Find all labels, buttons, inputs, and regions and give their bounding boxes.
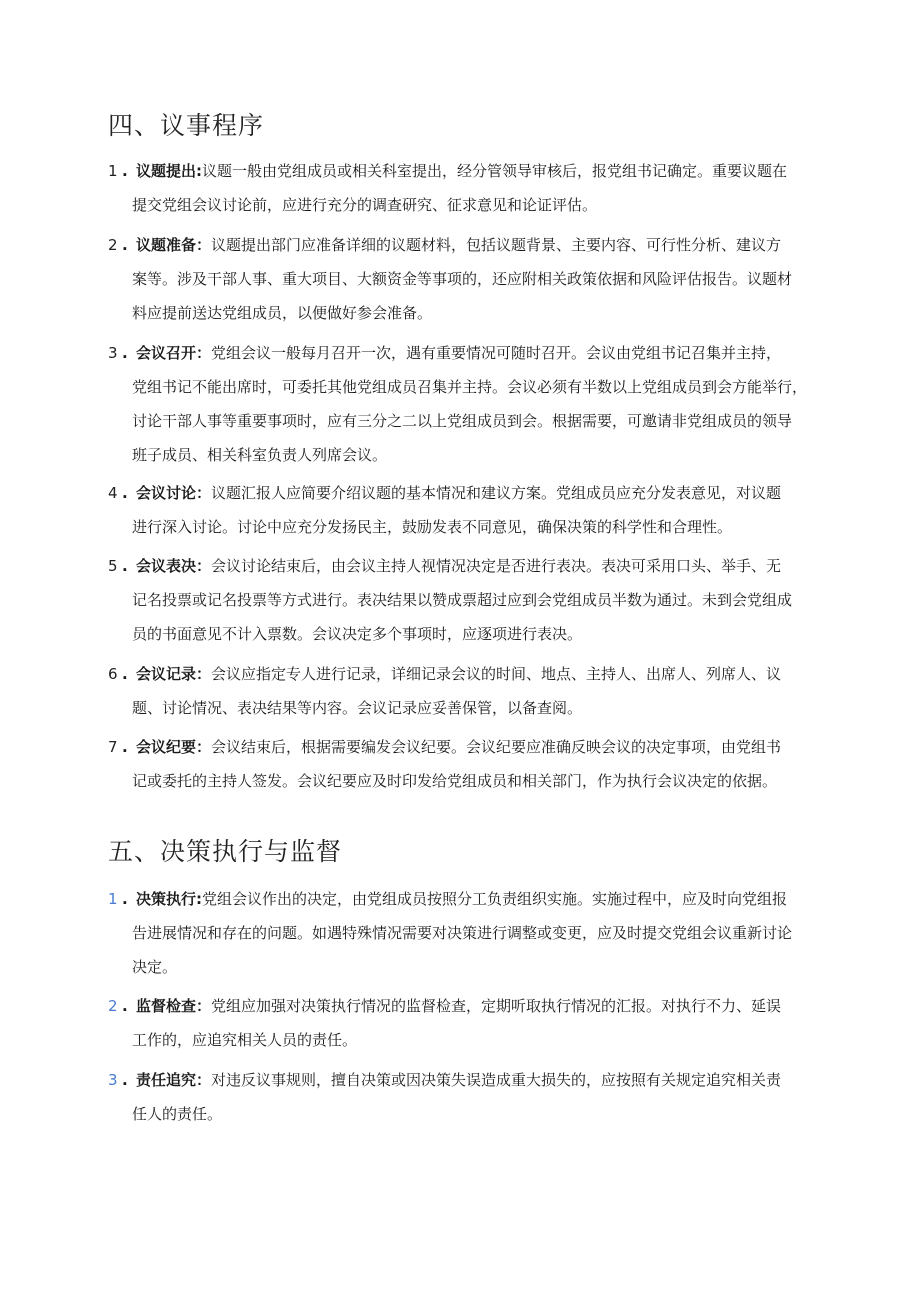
item-number: 2 xyxy=(108,997,118,1015)
item-text: 会议讨论结束后，由会议主持人视情况决定是否进行表决。表决可采用口头、举手、无 xyxy=(211,557,782,575)
item-number: 1 xyxy=(108,162,118,180)
item-text: 议题汇报人应简要介绍议题的基本情况和建议方案。党组成员应充分发表意见，对议题 xyxy=(211,484,782,502)
item-label: 议题准备： xyxy=(136,236,212,254)
item-text: 提交党组会议讨论前，应进行充分的调查研究、征求意见和论证评估。 xyxy=(132,196,598,214)
item-text: 议题一般由党组成员或相关科室提出，经分管领导审核后，报党组书记确定。重要议题在 xyxy=(202,162,788,180)
list-item: 7 . 会议纪要：会议结束后，根据需要编发会议纪要。会议纪要应准确反映会议的决定事项，由党组书 记或委托的主持人签发。会议纪要应及时印发给党组成员和相关部门，作为执行会议决定的依据。 xyxy=(108,730,814,798)
list-item: 4 . 会议讨论：议题汇报人应简要介绍议题的基本情况和建议方案。党组成员应充分发表意见，对议题 进行深入讨论。讨论中应充分发扬民主，鼓励发表不同意见，确保决策的科学性和合理性。 xyxy=(108,476,814,544)
item-text: 案等。涉及干部人事、重大项目、大额资金等事项的，还应附相关政策依据和风险评估报告。议题材 xyxy=(132,270,793,288)
item-number: 3 xyxy=(108,1071,118,1089)
item-text: 告进展情况和存在的问题。如遇特殊情况需要对决策进行调整或变更，应及时提交党组会议重新讨论 xyxy=(132,924,793,942)
section-title-5: 五、决策执行与监督 xyxy=(108,837,343,866)
item-number: 7 xyxy=(108,738,118,756)
item-text: 议题提出部门应准备详细的议题材料，包括议题背景、主要内容、可行性分析、建议方 xyxy=(211,236,782,254)
item-number: 1 xyxy=(108,890,118,908)
item-text: 任人的责任。 xyxy=(132,1105,223,1123)
list-item: 1 . 决策执行:党组会议作出的决定，由党组成员按照分工负责组织实施。实施过程中，应及时向党组报 告进展情况和存在的问题。如遇特殊情况需要对决策进行调整或变更，应及时提交党组会议重新讨论 决定。 xyxy=(108,882,814,984)
item-label: 决策执行: xyxy=(136,890,202,908)
item-label: 会议表决： xyxy=(136,557,212,575)
item-text: 党组会议一般每月召开一次，遇有重要情况可随时召开。会议由党组书记召集并主持， xyxy=(211,344,782,362)
item-text: 对违反议事规则，擅自决策或因决策失误造成重大损失的，应按照有关规定追究相关责 xyxy=(211,1071,782,1089)
item-label: 监督检查： xyxy=(136,997,212,1015)
item-label: 责任追究： xyxy=(136,1071,212,1089)
item-text: 工作的，应追究相关人员的责任。 xyxy=(132,1031,358,1049)
item-number: 6 xyxy=(108,665,118,683)
section-title-4: 四、议事程序 xyxy=(108,111,265,140)
item-label: 议题提出: xyxy=(136,162,202,180)
item-number: 4 xyxy=(108,484,118,502)
item-label: 会议记录： xyxy=(136,665,212,683)
list-item: 3 . 会议召开：党组会议一般每月召开一次，遇有重要情况可随时召开。会议由党组书记召集并主持， 党组书记不能出席时，可委托其他党组成员召集并主持。会议必须有半数以上党组成员到会方能举行， 讨论干部人事等重要事项时，应有三分之二以上党组成员到会。根据需要，可邀请非党组成员的领导 班子成员、相关科室负责人列席会议。 xyxy=(108,336,814,472)
item-text: 会议应指定专人进行记录，详细记录会议的时间、地点、主持人、出席人、列席人、议 xyxy=(211,665,782,683)
item-text: 进行深入讨论。讨论中应充分发扬民主，鼓励发表不同意见，确保决策的科学性和合理性。 xyxy=(132,518,733,536)
item-text: 题、讨论情况、表决结果等内容。会议记录应妥善保管，以备查阅。 xyxy=(132,699,583,717)
list-item: 6 . 会议记录：会议应指定专人进行记录，详细记录会议的时间、地点、主持人、出席人、列席人、议 题、讨论情况、表决结果等内容。会议记录应妥善保管，以备查阅。 xyxy=(108,657,814,725)
item-text: 讨论干部人事等重要事项时，应有三分之二以上党组成员到会。根据需要，可邀请非党组成员的领导 xyxy=(132,412,793,430)
item-text: 决定。 xyxy=(132,958,178,976)
list-item: 2 . 议题准备：议题提出部门应准备详细的议题材料，包括议题背景、主要内容、可行性分析、建议方 案等。涉及干部人事、重大项目、大额资金等事项的，还应附相关政策依据和风险评估报告。议题材 料应提前送达党组成员，以便做好参会准备。 xyxy=(108,228,814,330)
list-item: 1 . 议题提出:议题一般由党组成员或相关科室提出，经分管领导审核后，报党组书记确定。重要议题在 提交党组会议讨论前，应进行充分的调查研究、征求意见和论证评估。 xyxy=(108,154,814,222)
list-item: 3 . 责任追究：对违反议事规则，擅自决策或因决策失误造成重大损失的，应按照有关规定追究相关责 任人的责任。 xyxy=(108,1063,814,1131)
item-number: 3 xyxy=(108,344,118,362)
item-label: 会议召开： xyxy=(136,344,212,362)
item-text: 党组应加强对决策执行情况的监督检查，定期听取执行情况的汇报。对执行不力、延误 xyxy=(211,997,782,1015)
item-text: 料应提前送达党组成员，以便做好参会准备。 xyxy=(132,304,433,322)
item-number: 5 xyxy=(108,557,118,575)
item-text: 班子成员、相关科室负责人列席会议。 xyxy=(132,446,388,464)
item-text: 党组书记不能出席时，可委托其他党组成员召集并主持。会议必须有半数以上党组成员到会方能举行， xyxy=(132,378,808,396)
item-text: 记名投票或记名投票等方式进行。表决结果以赞成票超过应到会党组成员半数为通过。未到会党组成 xyxy=(132,591,793,609)
item-label: 会议讨论： xyxy=(136,484,212,502)
item-text: 党组会议作出的决定，由党组成员按照分工负责组织实施。实施过程中，应及时向党组报 xyxy=(202,890,788,908)
list-item: 2 . 监督检查：党组应加强对决策执行情况的监督检查，定期听取执行情况的汇报。对执行不力、延误 工作的，应追究相关人员的责任。 xyxy=(108,989,814,1057)
list-item: 5 . 会议表决：会议讨论结束后，由会议主持人视情况决定是否进行表决。表决可采用口头、举手、无 记名投票或记名投票等方式进行。表决结果以赞成票超过应到会党组成员半数为通过。未到会党组成 员的书面意见不计入票数。会议决定多个事项时，应逐项进行表决。 xyxy=(108,549,814,651)
item-text: 记或委托的主持人签发。会议纪要应及时印发给党组成员和相关部门，作为执行会议决定的依据。 xyxy=(132,772,778,790)
item-text: 员的书面意见不计入票数。会议决定多个事项时，应逐项进行表决。 xyxy=(132,625,583,643)
item-text: 会议结束后，根据需要编发会议纪要。会议纪要应准确反映会议的决定事项，由党组书 xyxy=(211,738,782,756)
item-number: 2 xyxy=(108,236,118,254)
item-label: 会议纪要： xyxy=(136,738,212,756)
